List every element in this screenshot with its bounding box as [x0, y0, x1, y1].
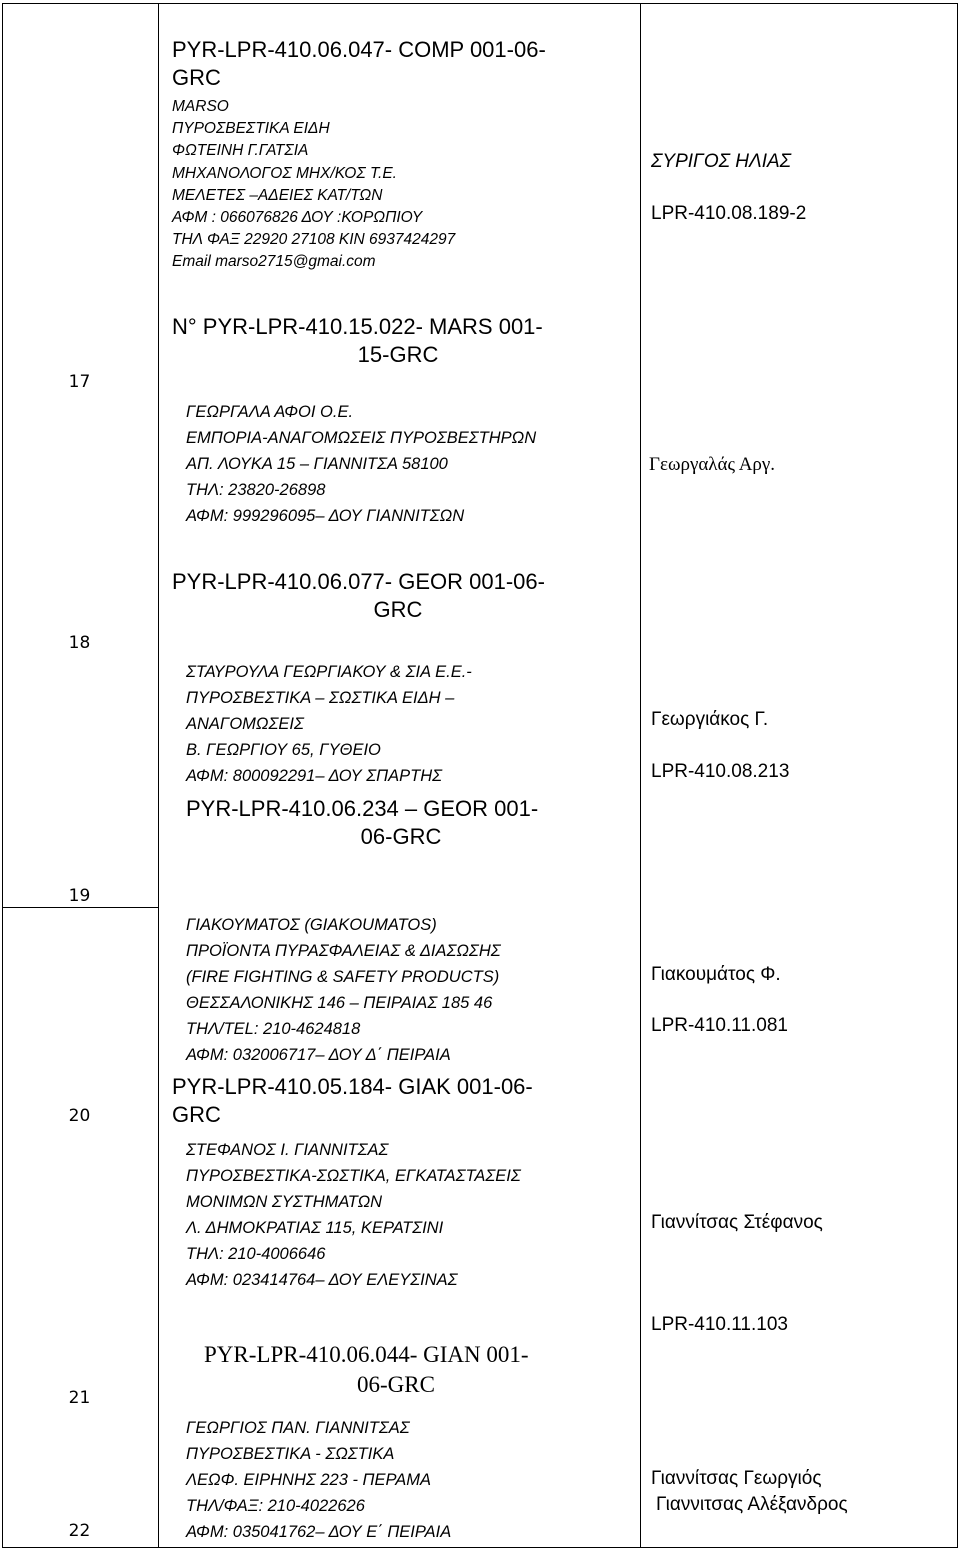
certificate-code: PYR-LPR-410.06.044- GIAN 001- — [204, 1342, 529, 1367]
license-number: LPR-410.08.213 — [651, 761, 790, 782]
company-line: ΑΠ. ΛΟΥΚΑ 15 – ΓΙΑΝΝΙΤΣΑ 58100 — [186, 455, 448, 473]
company-line: ΠΥΡΟΣΒΕΣΤΙΚΑ - ΣΩΣΤΙΚΑ — [186, 1445, 395, 1463]
company-line: ΠΡΟΪΟΝΤΑ ΠΥΡΑΣΦΑΛΕΙΑΣ & ΔΙΑΣΩΣΗΣ — [186, 942, 501, 960]
certificate-code-2: PYR-LPR-410.06.234 – GEOR 001- — [186, 796, 539, 821]
company-line: ΤΗΛ ΦΑΞ 22920 27108 ΚΙΝ 6937424297 — [172, 231, 456, 249]
technician-name: Γεωργαλάς Αργ. — [649, 454, 776, 475]
company-line: ΤΗΛ: 210-4006646 — [186, 1245, 326, 1263]
certificate-code: PYR-LPR-410.06.047- COMP 001-06- — [172, 37, 546, 62]
company-details — [186, 1415, 451, 1545]
company-line: ΓΕΩΡΓΑΛΑ ΑΦΟΙ Ο.Ε. — [186, 403, 354, 421]
company-line: ΑΦΜ: 800092291– ΔΟΥ ΣΠΑΡΤΗΣ — [186, 767, 442, 785]
certificate-code: PYR-LPR-410.06.077- GEOR 001-06- — [172, 569, 545, 594]
row-number: 18 — [68, 633, 91, 653]
company-line: ΠΥΡΟΣΒΕΣΤΙΚΑ ΕΙΔΗ — [172, 120, 330, 138]
company-line: ΦΩΤΕΙΝΗ Γ.ΓΑΤΣΙΑ — [172, 142, 309, 160]
technician-name: ΣΥΡΙΓΟΣ ΗΛΙΑΣ — [651, 151, 792, 172]
company-line: ΠΥΡΟΣΒΕΣΤΙΚΑ-ΣΩΣΤΙΚΑ, ΕΓΚΑΤΑΣΤΑΣΕΙΣ — [186, 1167, 521, 1185]
company-line: ΑΦΜ: 023414764– ΔΟΥ ΕΛΕΥΣΙΝΑΣ — [186, 1271, 458, 1289]
technician-name: Γεωργιάκος Γ. — [651, 709, 769, 730]
table-border-bottom — [2, 1547, 958, 1548]
company-line: Email marso2715@gmai.com — [172, 253, 376, 271]
company-line: ΓΕΩΡΓΙΟΣ ΠΑΝ. ΓΙΑΝΝΙΤΣΑΣ — [186, 1419, 410, 1437]
row-number: 19 — [68, 886, 91, 906]
company-details — [186, 912, 501, 1068]
company-line: ΘΕΣΣΑΛΟΝΙΚΗΣ 146 – ΠΕΙΡΑΙΑΣ 185 46 — [186, 994, 493, 1012]
technician-name-2: Γιαννίτσας Στέφανος — [651, 1212, 823, 1233]
certificate-code: PYR-LPR-410.05.184- GIAK 001-06- — [172, 1074, 533, 1099]
certificate-code-cont: 15-GRC — [357, 342, 439, 367]
certificate-code-2-cont: 06-GRC — [360, 824, 442, 849]
company-details — [186, 659, 472, 789]
company-line: ΑΦΜ: 035041762– ΔΟΥ Ε΄ ΠΕΙΡΑΙΑ — [186, 1523, 452, 1541]
company-line: ΤΗΛ/ΦΑΞ: 210-4022626 — [186, 1497, 365, 1515]
company-line: (FIRE FIGHTING & SAFETY PRODUCTS) — [186, 968, 500, 986]
company-line: Β. ΓΕΩΡΓΙΟΥ 65, ΓΥΘΕΙΟ — [186, 741, 381, 759]
company-line: ΜΗΧΑΝΟΛΟΓΟΣ ΜΗΧ/ΚΟΣ Τ.Ε. — [172, 164, 397, 182]
company-details — [186, 399, 536, 529]
certificate-code: N° PYR-LPR-410.15.022- MARS 001- — [172, 314, 543, 339]
company-line: ΑΝΑΓΟΜΩΣΕΙΣ — [186, 715, 304, 733]
certificate-code-cont: GRC — [172, 1102, 221, 1127]
company-details-2 — [186, 1137, 521, 1293]
certificate-code-cont: GRC — [172, 65, 221, 90]
technician-name: Γιακουμάτος Φ. — [651, 964, 781, 985]
company-line: ΓΙΑΚΟΥΜΑΤΟΣ (GIAKOUMATOS) — [186, 916, 437, 934]
company-line: ΜΟΝΙΜΩΝ ΣΥΣΤΗΜΑΤΩΝ — [186, 1193, 383, 1211]
company-line: ΣΤΕΦΑΝΟΣ Ι. ΓΙΑΝΝΙΤΣΑΣ — [186, 1141, 389, 1159]
license-number: LPR-410.08.189-2 — [651, 203, 807, 224]
row-number: 17 — [68, 372, 91, 392]
row-number: 22 — [68, 1521, 91, 1541]
row-divider-19 — [2, 907, 158, 908]
license-number: LPR-410.11.081 — [651, 1015, 788, 1036]
company-line: MARSO — [172, 98, 229, 115]
license-number: LPR-410.11.103 — [651, 1314, 788, 1335]
certificate-code-cont: GRC — [373, 597, 423, 622]
company-line: Λ. ΔΗΜΟΚΡΑΤΙΑΣ 115, ΚΕΡΑΤΣΙΝΙ — [186, 1219, 444, 1237]
company-line: ΛΕΩΦ. ΕΙΡΗΝΗΣ 223 - ΠΕΡΑΜΑ — [186, 1471, 432, 1489]
certificate-code-cont: 06-GRC — [357, 1372, 435, 1397]
row-number: 21 — [68, 1388, 91, 1408]
company-line: ΤΗΛ/TEL: 210-4624818 — [186, 1020, 361, 1038]
company-details — [172, 96, 455, 274]
company-line: ΑΦΜ : 066076826 ΔΟΥ :ΚΟΡΩΠΙΟΥ — [172, 209, 423, 227]
technician-name-2: Γιαννιτσας Αλέξανδρος — [656, 1494, 848, 1515]
row-number: 20 — [68, 1106, 91, 1126]
company-line: ΤΗΛ: 23820-26898 — [186, 481, 326, 499]
company-line: ΑΦΜ: 999296095– ΔΟΥ ΓΙΑΝΝΙΤΣΩΝ — [186, 507, 465, 525]
company-line: ΜΕΛΕΤΕΣ –ΑΔΕΙΕΣ ΚΑΤ/ΤΩΝ — [172, 186, 383, 204]
table-border-col1 — [158, 3, 159, 1548]
company-line: ΠΥΡΟΣΒΕΣΤΙΚΑ – ΣΩΣΤΙΚΑ ΕΙΔΗ – — [186, 689, 455, 707]
company-line: ΑΦΜ: 032006717– ΔΟΥ Δ΄ ΠΕΙΡΑΙΑ — [186, 1046, 451, 1064]
company-line: ΕΜΠΟΡΙΑ-ΑΝΑΓΟΜΩΣΕΙΣ ΠΥΡΟΣΒΕΣΤΗΡΩΝ — [186, 429, 537, 447]
table-border-top — [2, 3, 958, 4]
technician-name: Γιαννίτσας Γεωργιός — [651, 1468, 822, 1489]
table-border-col2 — [640, 3, 641, 1548]
company-line: ΣΤΑΥΡΟΥΛΑ ΓΕΩΡΓΙΑΚΟΥ & ΣΙΑ Ε.Ε.- — [186, 663, 472, 681]
table-border-left — [2, 3, 3, 1548]
table-border-right — [957, 3, 958, 1548]
